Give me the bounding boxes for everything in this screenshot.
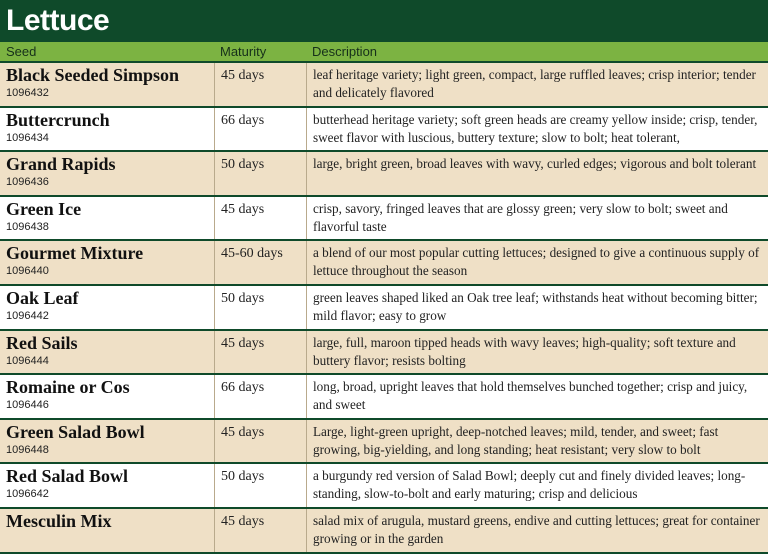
- seed-name: Black Seeded Simpson: [6, 65, 180, 85]
- description-text: a blend of our most popular cutting lettuces; designed to give a continuous supply of lettuce throughout the season: [313, 245, 760, 279]
- description-text: salad mix of arugula, mustard greens, endive and cutting lettuces; great for container growing or in the garden: [313, 512, 760, 546]
- description-cell: [306, 152, 768, 195]
- description-text: Large, light-green upright, deep-notched leaves; mild, tender, and sweet; fast growing, big-yielding, and long standing; heat resistant; very slow to bolt: [313, 423, 719, 457]
- seed-code: 1096434: [6, 131, 49, 144]
- seed-name: Mesculin Mix: [6, 510, 112, 531]
- maturity-value: 66 days: [221, 380, 265, 396]
- description-cell: [306, 241, 768, 284]
- seed-code: 1096444: [6, 354, 49, 367]
- maturity-cell: [214, 241, 306, 284]
- description-cell: [306, 286, 768, 329]
- seed-name: Red Salad Bowl: [6, 466, 129, 487]
- seed-cell: [0, 331, 214, 374]
- maturity-cell: [214, 197, 306, 240]
- header-maturity: Maturity: [220, 44, 267, 59]
- seed-cell: [0, 241, 214, 284]
- table-row: [0, 108, 768, 153]
- maturity-cell: [214, 331, 306, 374]
- description-cell: [306, 509, 768, 552]
- description-text: a burgundy red version of Salad Bowl; deeply cut and finely divided leaves; long-standing, slow-to-bolt and early maturing; crisp and delicious: [313, 468, 746, 502]
- seed-cell: [0, 197, 214, 240]
- seed-name: Green Salad Bowl: [6, 421, 145, 442]
- seed-name: Oak Leaf: [6, 287, 79, 308]
- description-cell: [306, 197, 768, 240]
- seed-code: 1096446: [6, 399, 49, 412]
- seed-name: Green Ice: [6, 198, 82, 219]
- description-text: long, broad, upright leaves that hold themselves bunched together; crisp and juicy, and sweet: [313, 379, 748, 413]
- description-text: large, bright green, broad leaves with wavy, curled edges; vigorous and bolt tolerant: [313, 156, 757, 172]
- table-row: [0, 420, 768, 465]
- description-text: large, full, maroon tipped heads with wavy leaves; high-quality; soft texture and buttery flavor; resists bolting: [313, 334, 736, 368]
- page-title: Lettuce: [6, 4, 110, 37]
- description-text: butterhead heritage variety; soft green heads are creamy yellow inside; crisp, tender, sweet flavor with luscious, buttery texture; slow to bolt; heat tolerant,: [313, 111, 758, 145]
- seed-code: 1096432: [6, 87, 49, 99]
- seed-cell: [0, 464, 214, 507]
- maturity-cell: [214, 464, 306, 507]
- seed-code: 1096440: [6, 265, 49, 278]
- seed-code: 1096442: [6, 309, 49, 322]
- table-body: [0, 63, 768, 554]
- maturity-cell: [214, 152, 306, 195]
- maturity-cell: [214, 420, 306, 463]
- seed-cell: [0, 286, 214, 329]
- description-cell: [306, 108, 768, 151]
- description-cell: [306, 331, 768, 374]
- seed-name: Buttercrunch: [6, 109, 110, 130]
- header-description: Description: [312, 44, 378, 59]
- maturity-cell: [214, 286, 306, 329]
- maturity-value: 50 days: [221, 469, 265, 485]
- maturity-value: 45-60 days: [221, 246, 283, 262]
- seed-name: Red Sails: [6, 332, 78, 353]
- table-row: [0, 197, 768, 242]
- title-bar: [0, 0, 768, 42]
- table-header: [0, 42, 768, 63]
- seed-code: 1096642: [6, 488, 49, 501]
- seed-code: 1096438: [6, 220, 49, 233]
- maturity-value: 50 days: [221, 290, 265, 306]
- maturity-value: 66 days: [221, 112, 265, 128]
- description-cell: [306, 375, 768, 418]
- seed-cell: [0, 420, 214, 463]
- seed-cell: [0, 63, 214, 106]
- description-text: leaf heritage variety; light green, compact, large ruffled leaves; crisp interior; tender and delicately flavored: [313, 67, 756, 100]
- seed-name: Romaine or Cos: [6, 377, 130, 398]
- maturity-value: 45 days: [221, 68, 265, 83]
- table-row: [0, 63, 768, 108]
- maturity-cell: [214, 509, 306, 552]
- description-cell: [306, 63, 768, 106]
- table-row: [0, 375, 768, 420]
- maturity-cell: [214, 375, 306, 418]
- header-seed: Seed: [6, 44, 37, 59]
- seed-code: 1096436: [6, 176, 49, 189]
- maturity-cell: [214, 63, 306, 106]
- maturity-value: 50 days: [221, 157, 265, 173]
- table-row: [0, 286, 768, 331]
- description-text: green leaves shaped liked an Oak tree leaf; withstands heat without becoming bitter; mild flavor; easy to grow: [313, 289, 758, 323]
- table-row: [0, 152, 768, 197]
- seed-cell: [0, 375, 214, 418]
- seed-name: Grand Rapids: [6, 154, 116, 175]
- maturity-cell: [214, 108, 306, 151]
- seed-cell: [0, 509, 214, 552]
- seed-code: 1096448: [6, 443, 49, 456]
- description-cell: [306, 420, 768, 463]
- description-text: crisp, savory, fringed leaves that are glossy green; very slow to bolt; sweet and flavorful taste: [313, 200, 728, 234]
- description-cell: [306, 464, 768, 507]
- table-row: [0, 241, 768, 286]
- maturity-value: 45 days: [221, 513, 265, 529]
- maturity-value: 45 days: [221, 424, 265, 440]
- seed-cell: [0, 108, 214, 151]
- seed-name: Gourmet Mixture: [6, 243, 144, 264]
- table-row: [0, 464, 768, 509]
- table-row: [0, 509, 768, 554]
- maturity-value: 45 days: [221, 201, 265, 217]
- seed-cell: [0, 152, 214, 195]
- table-row: [0, 331, 768, 376]
- maturity-value: 45 days: [221, 335, 265, 351]
